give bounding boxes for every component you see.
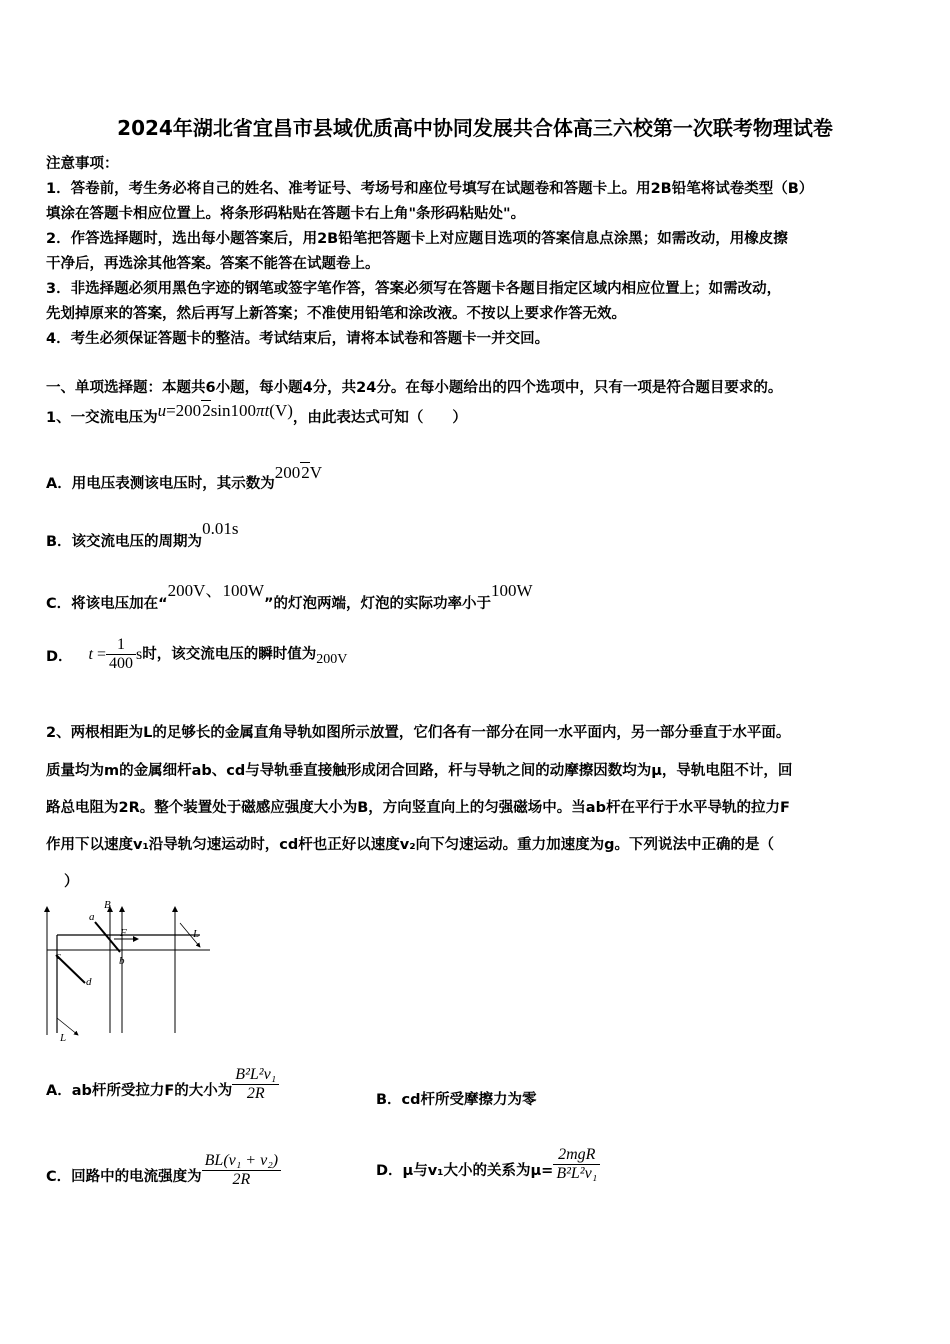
q1-stem: [46, 401, 467, 427]
q2-option-c: C．回路中的电流强度为 $\frac{\text{BL(v₁ + v₂)}}{2R}$: [46, 1152, 281, 1189]
label-F: F: [120, 927, 127, 939]
notice-line-4: 干净后，再选涂其他答案。答案不能答在试题卷上。: [46, 256, 380, 272]
q2-d-fraction: $\frac{\text{2mgR}}{\text{B²L²v₁}}$: [553, 1146, 600, 1183]
notice-line-1: 1．答卷前，考生务必将自己的姓名、准考证号、考场号和座位号填写在试题卷和答题卡上。用2B铅笔将试卷类型（B）: [46, 181, 814, 197]
notice-line-7: 4．考生必须保证答题卡的整洁。考试结束后，请将本试卷和答题卡一并交回。: [46, 331, 550, 347]
q1-stem-suffix: ，由此表达式可知（ ）: [292, 410, 467, 426]
q1-b-value: 0.01s: [202, 519, 239, 538]
label-c: c: [56, 950, 61, 962]
q2-option-b: B．cd杆所受摩擦力为零: [376, 1092, 537, 1108]
q2-a-fraction: $\frac{\text{B²L²v₁}}{2R}$: [232, 1066, 279, 1103]
q1-option-b: B．该交流电压的周期为0.01s: [46, 519, 239, 550]
q1-a-value: 2002V: [274, 463, 323, 482]
label-a: a: [89, 911, 95, 923]
q2-stem-line-5: ）: [64, 874, 79, 890]
label-b: b: [119, 955, 125, 967]
label-L-left: L: [60, 1032, 67, 1044]
q1-d-value: 200V: [316, 651, 348, 667]
label-d: d: [86, 976, 92, 988]
label-B: B: [104, 899, 111, 911]
q1-option-a: A．用电压表测该电压时，其示数为2002V: [46, 463, 323, 492]
q1-option-c: C．将该电压加在“200V、100W”的灯泡两端，灯泡的实际功率小于100W: [46, 581, 533, 612]
q2-option-d: D．μ与v₁大小的关系为μ= $\frac{\text{2mgR}}{\text{B²L²v₁}}$: [376, 1146, 600, 1183]
notice-line-6: 先划掉原来的答案，然后再写上新答案；不准使用铅笔和涂改液。不按以上要求作答无效。: [46, 306, 626, 322]
notice-line-3: 2．作答选择题时，选出每小题答案后，用2B铅笔把答题卡上对应题目选项的答案信息点涂黑；如需改动，用橡皮擦: [46, 231, 788, 247]
exam-title: 2024年湖北省宜昌市县域优质高中协同发展共合体高三六校第一次联考物理试卷: [117, 116, 833, 140]
q2-stem-line-1: 2、两根相距为L的足够长的金属直角导轨如图所示放置，它们各有一部分在同一水平面内，另一部分垂直于水平面。: [46, 725, 791, 741]
q1-formula: u=2002sin100πt(V): [157, 401, 293, 420]
q1-option-d: D． t = $\frac{1}{400}$ s时，该交流电压的瞬时值为200V: [46, 636, 348, 672]
q1-stem-prefix: 1、一交流电压为: [46, 410, 158, 426]
section-heading: 一、单项选择题：本题共6小题，每小题4分，共24分。在每小题给出的四个选项中，只有一项是符合题目要求的。: [46, 380, 783, 396]
q2-stem-line-4: 作用下以速度v₁沿导轨匀速运动时，cd杆也正好以速度v₂向下匀速运动。重力加速度为g。下列说法中正确的是（: [46, 837, 774, 853]
q2-option-a: A．ab杆所受拉力F的大小为 $\frac{\text{B²L²v₁}}{2R}$: [46, 1066, 279, 1103]
q2-stem-line-2: 质量均为m的金属细杆ab、cd与导轨垂直接触形成闭合回路，杆与导轨之间的动摩擦因数均为μ，导轨电阻不计，回: [46, 763, 793, 779]
notice-line-5: 3．非选择题必须用黑色字迹的钢笔或签字笔作答，答案必须写在答题卡各题目指定区域内相应位置上；如需改动，: [46, 281, 782, 297]
q2-c-fraction: $\frac{\text{BL(v₁ + v₂)}}{2R}$: [202, 1152, 281, 1189]
q1-c-rating: 200V、100W: [167, 581, 264, 600]
rail-diagram: [40, 895, 220, 1050]
notice-heading: 注意事项：: [46, 156, 119, 172]
q1-d-time: t = $\frac{1}{400}$ s: [88, 636, 143, 672]
notice-line-2: 填涂在答题卡相应位置上。将条形码粘贴在答题卡右上角"条形码粘贴处"。: [46, 206, 526, 222]
q1-c-power: 100W: [491, 581, 533, 600]
label-L-right: L: [193, 928, 200, 940]
q2-stem-line-3: 路总电阻为2R。整个装置处于磁感应强度大小为B，方向竖直向上的匀强磁场中。当ab杆在平行于水平导轨的拉力F: [46, 800, 790, 816]
